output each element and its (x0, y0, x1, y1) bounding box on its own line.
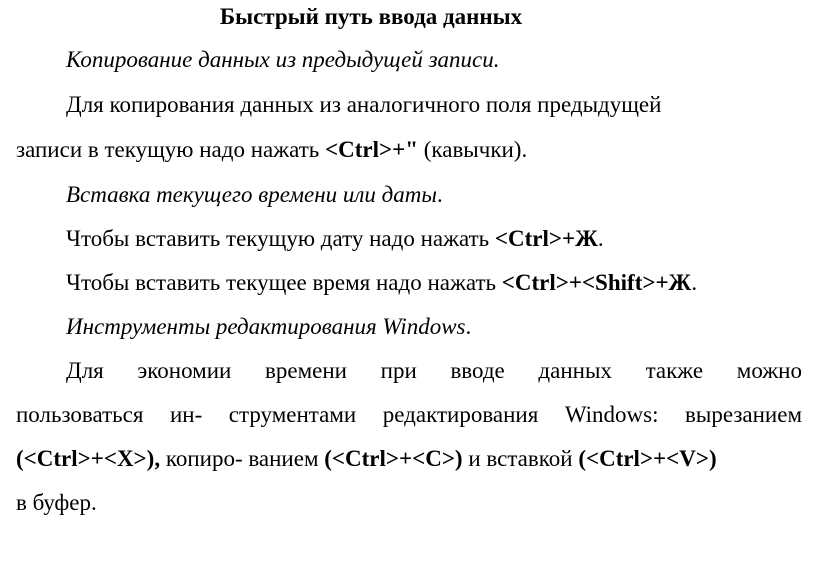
word: пользоваться (16, 402, 144, 427)
word: струментами (228, 402, 357, 427)
word: Windows: (564, 402, 659, 427)
word: Для (66, 358, 104, 383)
windows-heading-text: Инструменты редактирования Windows (66, 314, 466, 339)
copy-line2-text: записи в текущую надо нажать (16, 137, 326, 162)
windows-heading-end: . (465, 314, 472, 339)
word: вводе (450, 358, 505, 383)
time-end: . (691, 270, 698, 295)
date-end: . (597, 226, 604, 251)
section-copy-line1: Для копирования данных из аналогичного поля предыдущей (66, 92, 662, 117)
section-windows-line1 (66, 357, 802, 385)
word: экономии (137, 358, 232, 383)
section-time-line (66, 269, 697, 297)
paste-text: и вставкой (462, 446, 579, 471)
word: времени (265, 358, 347, 383)
datetime-heading-text: Вставка текущего времени или даты (66, 182, 437, 207)
section-windows-heading (66, 313, 471, 341)
date-shortcut: <Ctrl>+Ж (494, 226, 598, 251)
word: также (645, 358, 704, 383)
copy-shortcut: <Ctrl>+" (325, 137, 418, 162)
word: при (380, 358, 417, 383)
section-copy-line2 (16, 136, 527, 164)
word: редактирования (382, 402, 539, 427)
copy-text: копиро- ванием (160, 446, 325, 471)
copy-key-shortcut: (<Ctrl>+<C>) (324, 446, 463, 471)
paste-shortcut: (<Ctrl>+<V>) (578, 446, 717, 471)
section-copy-heading: Копирование данных из предыдущей записи. (66, 47, 500, 72)
page-title: Быстрый путь ввода данных (219, 4, 523, 29)
time-shortcut: <Ctrl>+<Shift>+Ж (501, 270, 692, 295)
section-datetime-heading (66, 181, 443, 209)
date-text: Чтобы вставить текущую дату надо нажать (66, 226, 495, 251)
section-windows-line4: в буфер. (16, 490, 97, 515)
word: данных (538, 358, 612, 383)
copy-line2-end: (кавычки). (418, 137, 528, 162)
word: вырезанием (685, 402, 802, 427)
section-windows-line2 (16, 401, 802, 429)
word: можно (736, 358, 802, 383)
time-text: Чтобы вставить текущее время надо нажать (66, 270, 502, 295)
section-date-line (66, 225, 604, 253)
datetime-heading-end: . (437, 182, 443, 207)
section-windows-line3 (16, 445, 717, 473)
word: ин- (169, 402, 203, 427)
cut-shortcut: (<Ctrl>+<X>), (16, 446, 161, 471)
